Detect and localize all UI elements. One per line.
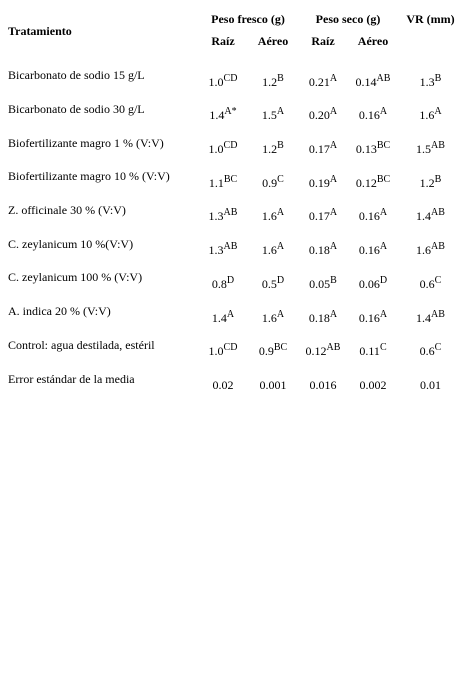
cell-aereo-fresco <box>248 326 298 360</box>
header-vr: VR (mm) <box>406 11 455 26</box>
cell-value: 1.4 <box>211 310 227 325</box>
cell-raiz-fresco <box>198 157 248 191</box>
cell-vr <box>398 157 463 191</box>
cell-value: 0.18 <box>308 243 330 258</box>
significance-letter: B <box>434 173 442 185</box>
cell-value: 0.6 <box>419 276 435 291</box>
cell-value: 0.16 <box>358 310 380 325</box>
significance-letter: A <box>379 207 388 219</box>
cell-vr <box>398 326 463 360</box>
significance-letter: C <box>277 173 284 185</box>
cell-tratamiento: A. indica 20 % (V:V) <box>8 304 111 319</box>
header-vr-blank <box>398 32 463 56</box>
cell-raiz-seco <box>298 123 348 157</box>
significance-letter: AB <box>431 207 445 219</box>
cell-value: 0.6 <box>419 344 435 359</box>
cell-value: 0.11 <box>359 344 380 359</box>
cell-aereo-fresco <box>248 359 298 393</box>
significance-letter: A <box>379 308 388 320</box>
cell-vr <box>398 90 463 124</box>
significance-letter: A <box>276 207 285 219</box>
significance-letter: C <box>434 342 442 354</box>
significance-letter: D <box>379 274 388 286</box>
significance-letter: A <box>226 308 235 320</box>
significance-letter: D <box>226 274 235 286</box>
header-raiz-fresco: Raíz <box>211 34 235 48</box>
significance-letter: BC <box>273 342 288 354</box>
cell-aereo-seco <box>348 123 398 157</box>
cell-raiz-seco <box>298 191 348 225</box>
header-peso-fresco: Peso fresco (g) <box>211 11 285 26</box>
header-aereo-fresco: Aéreo <box>257 34 289 48</box>
cell-value: 0.9 <box>262 175 278 190</box>
cell-tratamiento: C. zeylanicum 10 %(V:V) <box>8 236 134 251</box>
cell-raiz-seco <box>298 326 348 360</box>
cell-tratamiento: Biofertilizante magro 1 % (V:V) <box>8 135 164 150</box>
cell-raiz-fresco <box>198 191 248 225</box>
cell-raiz-seco <box>298 56 348 90</box>
cell-value: 0.18 <box>308 310 330 325</box>
significance-letter: BC <box>376 173 391 185</box>
header-raiz-seco: Raíz <box>311 34 335 48</box>
significance-letter: BC <box>376 140 391 152</box>
table-row <box>4 359 463 393</box>
significance-letter: A <box>329 241 338 253</box>
header-peso-seco: Peso seco (g) <box>315 11 381 26</box>
cell-vr <box>398 258 463 292</box>
cell-value: 0.14 <box>355 74 377 89</box>
cell-value: 1.5 <box>416 142 432 157</box>
significance-letter: A <box>329 173 338 185</box>
significance-letter: A <box>434 106 442 118</box>
significance-letter: A <box>329 72 338 84</box>
cell-aereo-fresco <box>248 258 298 292</box>
cell-value: 0.12 <box>305 344 327 359</box>
cell-value: 1.6 <box>416 243 432 258</box>
cell-raiz-fresco <box>198 90 248 124</box>
cell-value: 1.0 <box>208 344 224 359</box>
table-row <box>4 258 463 292</box>
cell-tratamiento: Biofertilizante magro 10 % (V:V) <box>8 169 170 184</box>
cell-aereo-fresco <box>248 292 298 326</box>
cell-tratamiento: Z. officinale 30 % (V:V) <box>8 203 126 218</box>
significance-letter: A <box>379 241 388 253</box>
significance-letter: B <box>277 72 284 84</box>
cell-raiz-fresco <box>198 56 248 90</box>
table-row <box>4 292 463 326</box>
significance-letter: A <box>276 241 285 253</box>
header-tratamiento: Tratamiento <box>8 23 72 38</box>
header-aereo-seco: Aéreo <box>357 34 389 48</box>
cell-tratamiento: Bicarbonato de sodio 30 g/L <box>8 102 145 117</box>
significance-letter: CD <box>223 72 238 84</box>
cell-value: 1.4 <box>416 209 432 224</box>
cell-vr <box>398 292 463 326</box>
cell-raiz-fresco <box>198 224 248 258</box>
cell-raiz-seco <box>298 292 348 326</box>
significance-letter: A <box>329 308 338 320</box>
significance-letter: AB <box>431 140 445 152</box>
cell-value: 1.6 <box>419 108 435 123</box>
cell-value: 0.001 <box>259 377 287 392</box>
significance-letter: CD <box>223 342 238 354</box>
cell-aereo-fresco <box>248 56 298 90</box>
significance-letter: A <box>329 106 338 118</box>
cell-raiz-fresco <box>198 292 248 326</box>
significance-letter: C <box>434 274 442 286</box>
cell-vr <box>398 224 463 258</box>
cell-value: 0.05 <box>309 276 331 291</box>
cell-value: 0.9 <box>258 344 274 359</box>
cell-aereo-seco <box>348 90 398 124</box>
cell-tratamiento: C. zeylanicum 100 % (V:V) <box>8 270 143 285</box>
table-row <box>4 326 463 360</box>
cell-raiz-fresco <box>198 326 248 360</box>
cell-value: 0.01 <box>420 377 441 392</box>
cell-value: 1.6 <box>261 310 277 325</box>
cell-aereo-seco <box>348 292 398 326</box>
cell-raiz-seco <box>298 90 348 124</box>
cell-value: 0.02 <box>212 377 234 392</box>
cell-vr <box>398 191 463 225</box>
cell-aereo-fresco <box>248 224 298 258</box>
cell-value: 1.4 <box>209 108 225 123</box>
cell-tratamiento: Control: agua destilada, estéril <box>8 337 155 352</box>
cell-value: 1.2 <box>262 74 278 89</box>
cell-aereo-fresco <box>248 191 298 225</box>
significance-letter: A <box>276 106 285 118</box>
significance-letter: B <box>434 72 442 84</box>
cell-aereo-seco <box>348 191 398 225</box>
table-row <box>4 56 463 90</box>
cell-tratamiento: Error estándar de la media <box>8 371 135 386</box>
cell-value: 1.2 <box>419 175 435 190</box>
significance-letter: A <box>276 308 285 320</box>
cell-value: 0.8 <box>211 276 227 291</box>
significance-letter: A <box>329 207 338 219</box>
table-row <box>4 123 463 157</box>
significance-letter: D <box>276 274 285 286</box>
significance-letter: AB <box>431 241 445 253</box>
cell-value: 0.20 <box>308 108 330 123</box>
significance-letter: B <box>330 274 337 286</box>
cell-value: 1.6 <box>261 209 277 224</box>
cell-value: 0.17 <box>308 142 330 157</box>
cell-value: 1.2 <box>262 142 278 157</box>
cell-value: 0.21 <box>308 74 330 89</box>
cell-value: 0.5 <box>261 276 277 291</box>
cell-raiz-seco <box>298 157 348 191</box>
cell-value: 1.5 <box>261 108 277 123</box>
significance-letter: AB <box>326 342 341 354</box>
cell-value: 0.16 <box>358 209 380 224</box>
cell-aereo-seco <box>348 56 398 90</box>
significance-letter: A <box>329 140 338 152</box>
significance-letter: CD <box>223 140 238 152</box>
table-row <box>4 90 463 124</box>
cell-aereo-fresco <box>248 157 298 191</box>
cell-value: 0.13 <box>355 142 377 157</box>
cell-value: 0.12 <box>355 175 377 190</box>
significance-letter: BC <box>223 173 238 185</box>
cell-value: 0.16 <box>358 243 380 258</box>
cell-value: 0.06 <box>358 276 380 291</box>
cell-aereo-seco <box>348 258 398 292</box>
cell-raiz-seco <box>298 224 348 258</box>
cell-value: 1.3 <box>208 209 224 224</box>
cell-tratamiento: Bicarbonato de sodio 15 g/L <box>8 68 145 83</box>
table-row <box>4 191 463 225</box>
table-row <box>4 157 463 191</box>
cell-raiz-seco <box>298 258 348 292</box>
cell-aereo-fresco <box>248 123 298 157</box>
cell-vr <box>398 56 463 90</box>
cell-raiz-fresco <box>198 123 248 157</box>
cell-aereo-seco <box>348 157 398 191</box>
cell-aereo-fresco <box>248 90 298 124</box>
cell-raiz-seco <box>298 359 348 393</box>
cell-value: 1.1 <box>208 175 224 190</box>
cell-value: 0.16 <box>358 108 380 123</box>
significance-letter: AB <box>223 207 238 219</box>
cell-value: 1.4 <box>416 310 432 325</box>
cell-aereo-seco <box>348 326 398 360</box>
cell-vr <box>398 359 463 393</box>
significance-letter: AB <box>223 241 238 253</box>
cell-value: 0.17 <box>308 209 330 224</box>
table-body <box>4 56 463 393</box>
results-table <box>4 6 463 393</box>
cell-value: 1.6 <box>261 243 277 258</box>
cell-value: 0.19 <box>308 175 330 190</box>
cell-raiz-fresco <box>198 359 248 393</box>
cell-aereo-seco <box>348 224 398 258</box>
cell-aereo-seco <box>348 359 398 393</box>
significance-letter: AB <box>431 308 445 320</box>
cell-value: 1.3 <box>208 243 224 258</box>
cell-raiz-fresco <box>198 258 248 292</box>
cell-value: 1.0 <box>208 142 224 157</box>
header-row-1 <box>4 6 463 32</box>
significance-letter: A* <box>224 106 237 118</box>
significance-letter: AB <box>376 72 391 84</box>
cell-value: 1.3 <box>419 74 435 89</box>
cell-value: 0.016 <box>309 377 337 392</box>
significance-letter: B <box>277 140 284 152</box>
significance-letter: A <box>379 106 388 118</box>
cell-value: 1.0 <box>208 74 224 89</box>
cell-vr <box>398 123 463 157</box>
significance-letter: C <box>379 342 387 354</box>
table-row <box>4 224 463 258</box>
cell-value: 0.002 <box>359 377 387 392</box>
